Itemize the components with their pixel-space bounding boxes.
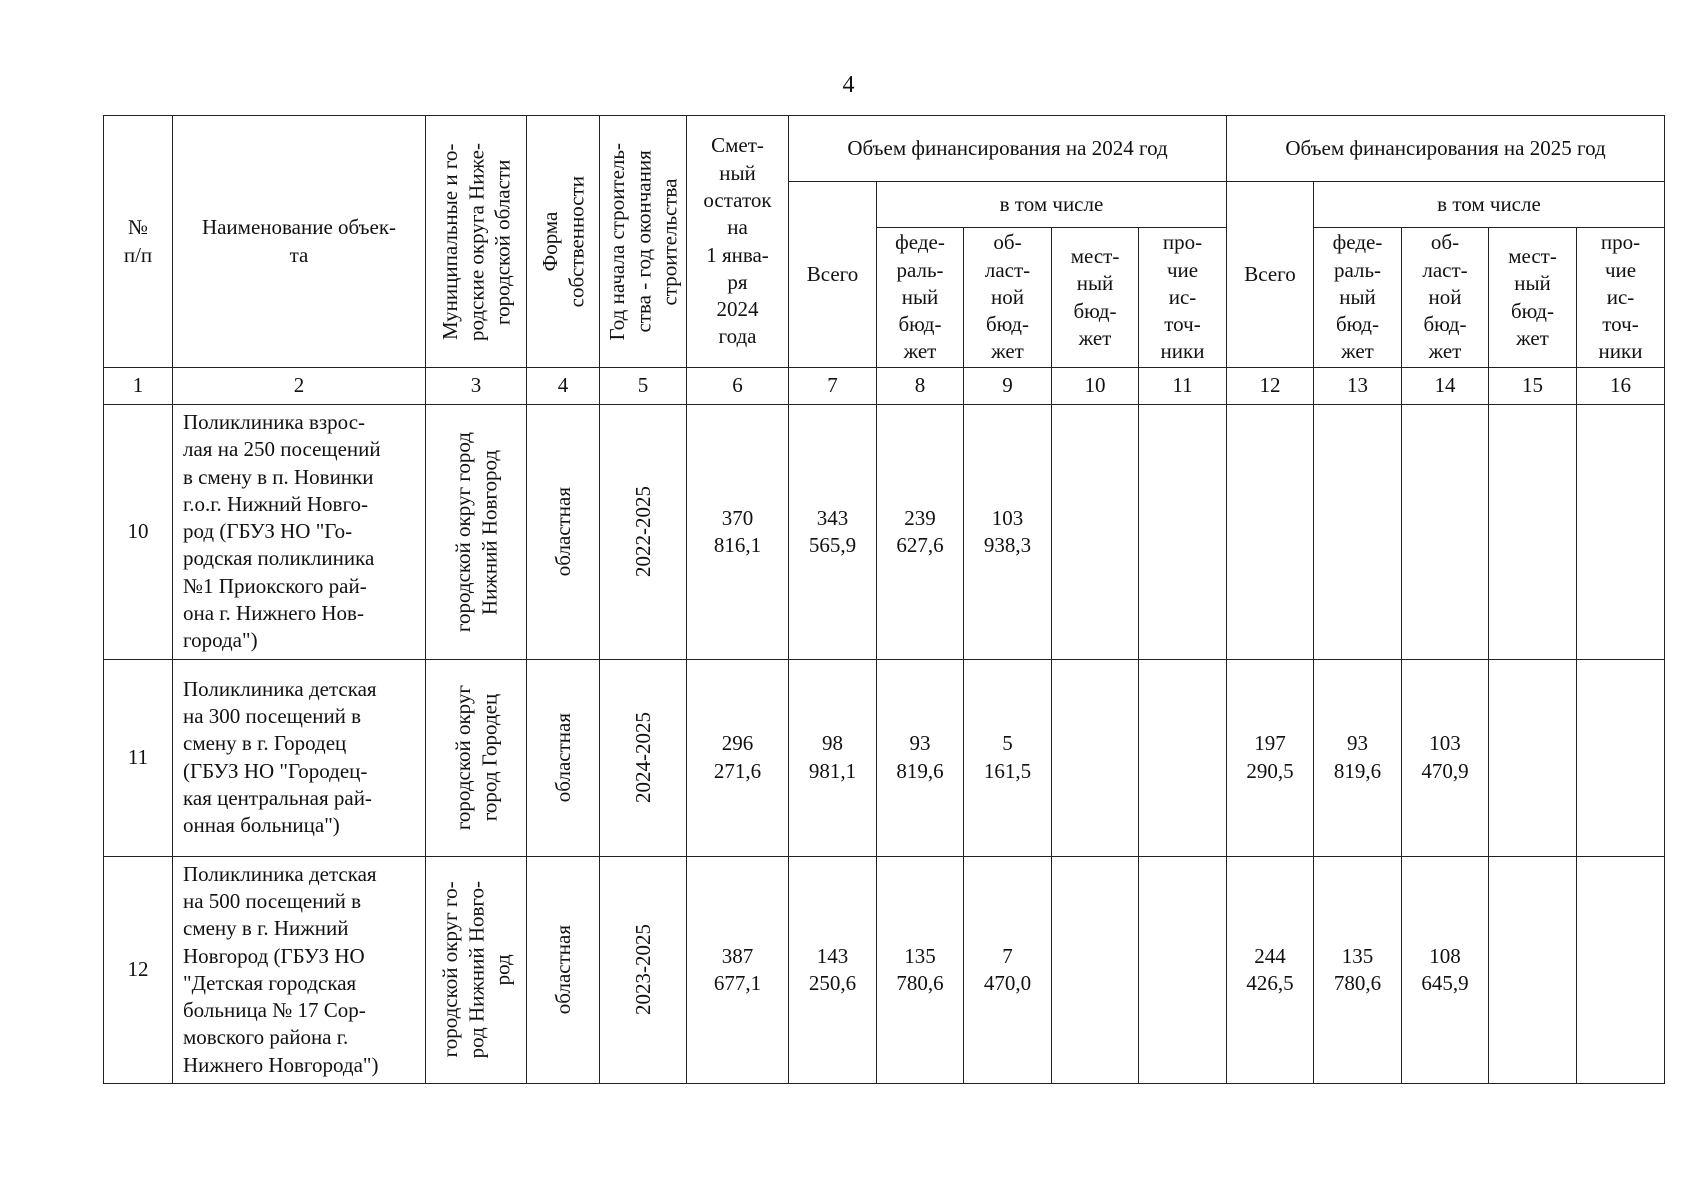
local-2025-cell [1489, 405, 1577, 660]
object-name: Поликлиника детская на 500 посещений в смену в г. Нижний Новгород (ГБУЗ НО "Детская городская больница № 17 Сор- мовского района г. Нижнего Новгорода") [173, 856, 426, 1083]
ownership-cell [527, 659, 600, 856]
local-2024-cell [1052, 856, 1139, 1083]
municipality-text: городской округ город Городец [450, 685, 501, 831]
column-number: 5 [600, 368, 687, 405]
column-number: 9 [964, 368, 1052, 405]
header-other-2025: про- чие ис- точ- ники [1577, 228, 1665, 368]
header-total-2024: Всего [789, 182, 877, 368]
years-text: 2022-2025 [630, 486, 655, 578]
regional-2024-cell: 7 470,0 [964, 856, 1052, 1083]
local-2025-cell [1489, 659, 1577, 856]
object-name: Поликлиника взрос- лая на 250 посещений в смену в п. Новинки г.о.г. Нижний Новго- род (ГБУЗ НО "Го- родская поликлиника №1 Приокского рай- она г. Нижнего Нов- города") [173, 405, 426, 660]
total-2025-cell: 244 426,5 [1227, 856, 1314, 1083]
column-number: 4 [527, 368, 600, 405]
years-cell [600, 659, 687, 856]
header-row-1 [104, 116, 1665, 182]
header-ownership-text: Форма собственности [537, 175, 588, 308]
total-2024-cell: 143 250,6 [789, 856, 877, 1083]
column-number: 14 [1402, 368, 1489, 405]
header-number: № п/п [104, 116, 173, 368]
other-2024-cell [1139, 856, 1227, 1083]
column-number: 13 [1314, 368, 1402, 405]
regional-2024-cell: 5 161,5 [964, 659, 1052, 856]
other-2024-cell [1139, 405, 1227, 660]
row-number: 11 [104, 659, 173, 856]
years-cell [600, 856, 687, 1083]
header-years [600, 116, 687, 368]
total-2024-cell: 98 981,1 [789, 659, 877, 856]
regional-2025-cell: 103 470,9 [1402, 659, 1489, 856]
financing-table [103, 115, 1665, 1084]
row-number: 10 [104, 405, 173, 660]
header-including-2024: в том числе [877, 182, 1227, 228]
total-2024-cell: 343 565,9 [789, 405, 877, 660]
years-cell [600, 405, 687, 660]
remainder-cell: 370 816,1 [687, 405, 789, 660]
remainder-cell: 296 271,6 [687, 659, 789, 856]
total-2025-cell: 197 290,5 [1227, 659, 1314, 856]
years-text: 2023-2025 [630, 924, 655, 1016]
header-total-2025: Всего [1227, 182, 1314, 368]
row-number: 12 [104, 856, 173, 1083]
federal-2024-cell: 93 819,6 [877, 659, 964, 856]
local-2024-cell [1052, 405, 1139, 660]
ownership-text: областная [550, 487, 575, 577]
header-federal-2025: феде- раль- ный бюд- жет [1314, 228, 1402, 368]
ownership-cell [527, 405, 600, 660]
column-number: 10 [1052, 368, 1139, 405]
municipality-text: городской округ го- род Нижний Новго- род [437, 881, 515, 1059]
column-number: 16 [1577, 368, 1665, 405]
header-object-name: Наименование объек- та [173, 116, 426, 368]
federal-2025-cell [1314, 405, 1402, 660]
other-2025-cell [1577, 659, 1665, 856]
header-federal-2024: феде- раль- ный бюд- жет [877, 228, 964, 368]
header-regional-2024: об- ласт- ной бюд- жет [964, 228, 1052, 368]
header-municipality-text: Муниципальные и го- родские округа Ниже- городской области [437, 142, 515, 341]
header-including-2025: в том числе [1314, 182, 1665, 228]
federal-2025-cell: 135 780,6 [1314, 856, 1402, 1083]
municipality-cell [426, 856, 527, 1083]
table-row [104, 405, 1665, 660]
other-2025-cell [1577, 405, 1665, 660]
regional-2024-cell: 103 938,3 [964, 405, 1052, 660]
table-row [104, 856, 1665, 1083]
header-local-2024: мест- ный бюд- жет [1052, 228, 1139, 368]
header-years-text: Год начала строитель- ства - год окончания строительства [604, 142, 682, 341]
column-number: 3 [426, 368, 527, 405]
column-number: 1 [104, 368, 173, 405]
municipality-text: городской округ город Нижний Новгород [450, 431, 501, 632]
ownership-text: областная [550, 713, 575, 803]
years-text: 2024-2025 [630, 712, 655, 804]
local-2024-cell [1052, 659, 1139, 856]
header-remainder: Смет- ный остаток на 1 янва- ря 2024 года [687, 116, 789, 368]
other-2025-cell [1577, 856, 1665, 1083]
column-number: 15 [1489, 368, 1577, 405]
federal-2024-cell: 135 780,6 [877, 856, 964, 1083]
column-number: 11 [1139, 368, 1227, 405]
column-numbers-row [104, 368, 1665, 405]
header-financing-2025: Объем финансирования на 2025 год [1227, 116, 1665, 182]
municipality-cell [426, 659, 527, 856]
column-number: 8 [877, 368, 964, 405]
column-number: 7 [789, 368, 877, 405]
regional-2025-cell: 108 645,9 [1402, 856, 1489, 1083]
regional-2025-cell [1402, 405, 1489, 660]
remainder-cell: 387 677,1 [687, 856, 789, 1083]
local-2025-cell [1489, 856, 1577, 1083]
federal-2024-cell: 239 627,6 [877, 405, 964, 660]
column-number: 6 [687, 368, 789, 405]
object-name: Поликлиника детская на 300 посещений в смену в г. Городец (ГБУЗ НО "Городец- кая центральная рай- онная больница") [173, 659, 426, 856]
page-number: 4 [842, 72, 855, 98]
ownership-cell [527, 856, 600, 1083]
header-financing-2024: Объем финансирования на 2024 год [789, 116, 1227, 182]
header-regional-2025: об- ласт- ной бюд- жет [1402, 228, 1489, 368]
column-number: 12 [1227, 368, 1314, 405]
header-local-2025: мест- ный бюд- жет [1489, 228, 1577, 368]
total-2025-cell [1227, 405, 1314, 660]
header-other-2024: про- чие ис- точ- ники [1139, 228, 1227, 368]
header-ownership [527, 116, 600, 368]
header-municipality [426, 116, 527, 368]
ownership-text: областная [550, 925, 575, 1015]
column-number: 2 [173, 368, 426, 405]
table-row [104, 659, 1665, 856]
other-2024-cell [1139, 659, 1227, 856]
municipality-cell [426, 405, 527, 660]
federal-2025-cell: 93 819,6 [1314, 659, 1402, 856]
